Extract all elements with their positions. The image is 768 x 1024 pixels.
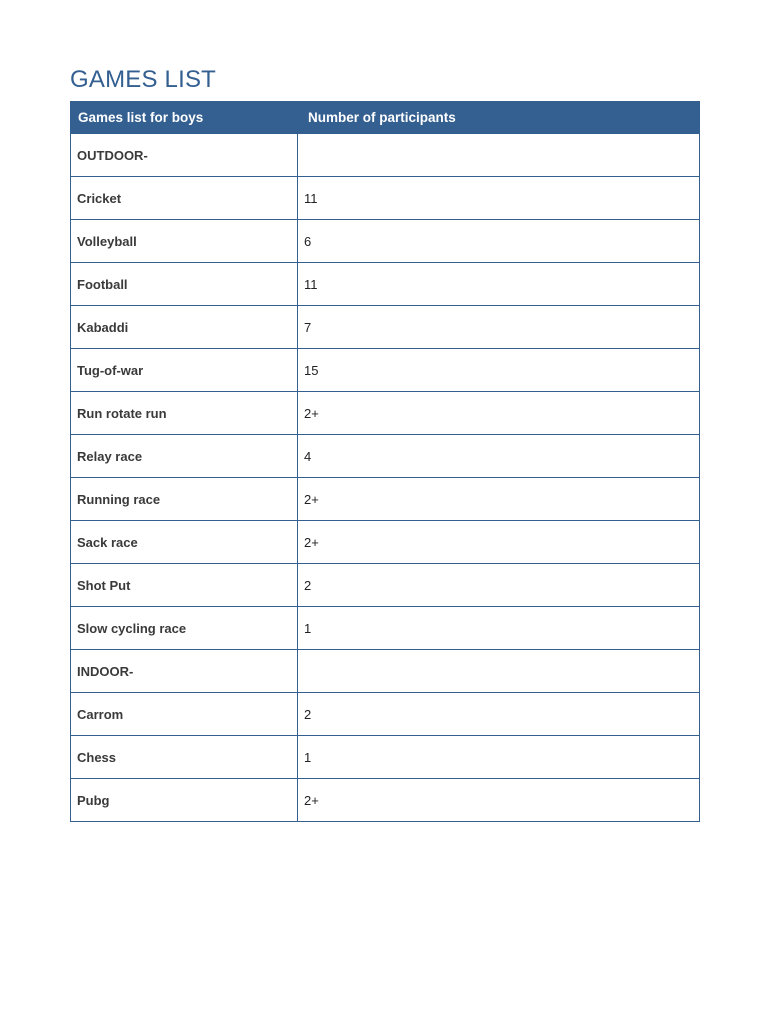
participants-cell: 2+	[298, 392, 700, 435]
participants-cell: 11	[298, 177, 700, 220]
game-cell: Shot Put	[71, 564, 298, 607]
game-cell: Relay race	[71, 435, 298, 478]
section-label: INDOOR-	[71, 650, 298, 693]
table-row	[71, 349, 700, 392]
game-cell: Chess	[71, 736, 298, 779]
participants-cell: 2	[298, 693, 700, 736]
table-row	[71, 306, 700, 349]
table-row	[71, 779, 700, 822]
game-cell: Sack race	[71, 521, 298, 564]
table-row	[71, 736, 700, 779]
participants-cell: 2	[298, 564, 700, 607]
game-cell: Kabaddi	[71, 306, 298, 349]
game-cell: Running race	[71, 478, 298, 521]
games-table	[70, 101, 700, 822]
game-cell: Tug-of-war	[71, 349, 298, 392]
page-title: GAMES LIST	[70, 66, 217, 93]
game-cell: Cricket	[71, 177, 298, 220]
section-row-indoor	[71, 650, 700, 693]
game-cell: Pubg	[71, 779, 298, 822]
participants-cell: 15	[298, 349, 700, 392]
game-cell: Slow cycling race	[71, 607, 298, 650]
table-row	[71, 478, 700, 521]
participants-cell: 2+	[298, 521, 700, 564]
game-cell: Run rotate run	[71, 392, 298, 435]
participants-cell: 1	[298, 736, 700, 779]
game-cell: Carrom	[71, 693, 298, 736]
participants-cell	[298, 650, 700, 693]
table-row	[71, 392, 700, 435]
table-row	[71, 177, 700, 220]
participants-cell	[298, 134, 700, 177]
participants-cell: 1	[298, 607, 700, 650]
table-row	[71, 435, 700, 478]
participants-cell: 2+	[298, 779, 700, 822]
participants-cell: 4	[298, 435, 700, 478]
table-row	[71, 263, 700, 306]
table-row	[71, 220, 700, 263]
table-header-row	[71, 102, 700, 134]
participants-cell: 7	[298, 306, 700, 349]
section-row-outdoor	[71, 134, 700, 177]
column-header-participants: Number of participants	[298, 102, 700, 134]
table-row	[71, 607, 700, 650]
table-row	[71, 564, 700, 607]
table-row	[71, 693, 700, 736]
participants-cell: 11	[298, 263, 700, 306]
game-cell: Football	[71, 263, 298, 306]
table-row	[71, 521, 700, 564]
participants-cell: 2+	[298, 478, 700, 521]
section-label: OUTDOOR-	[71, 134, 298, 177]
game-cell: Volleyball	[71, 220, 298, 263]
participants-cell: 6	[298, 220, 700, 263]
column-header-games: Games list for boys	[71, 102, 298, 134]
